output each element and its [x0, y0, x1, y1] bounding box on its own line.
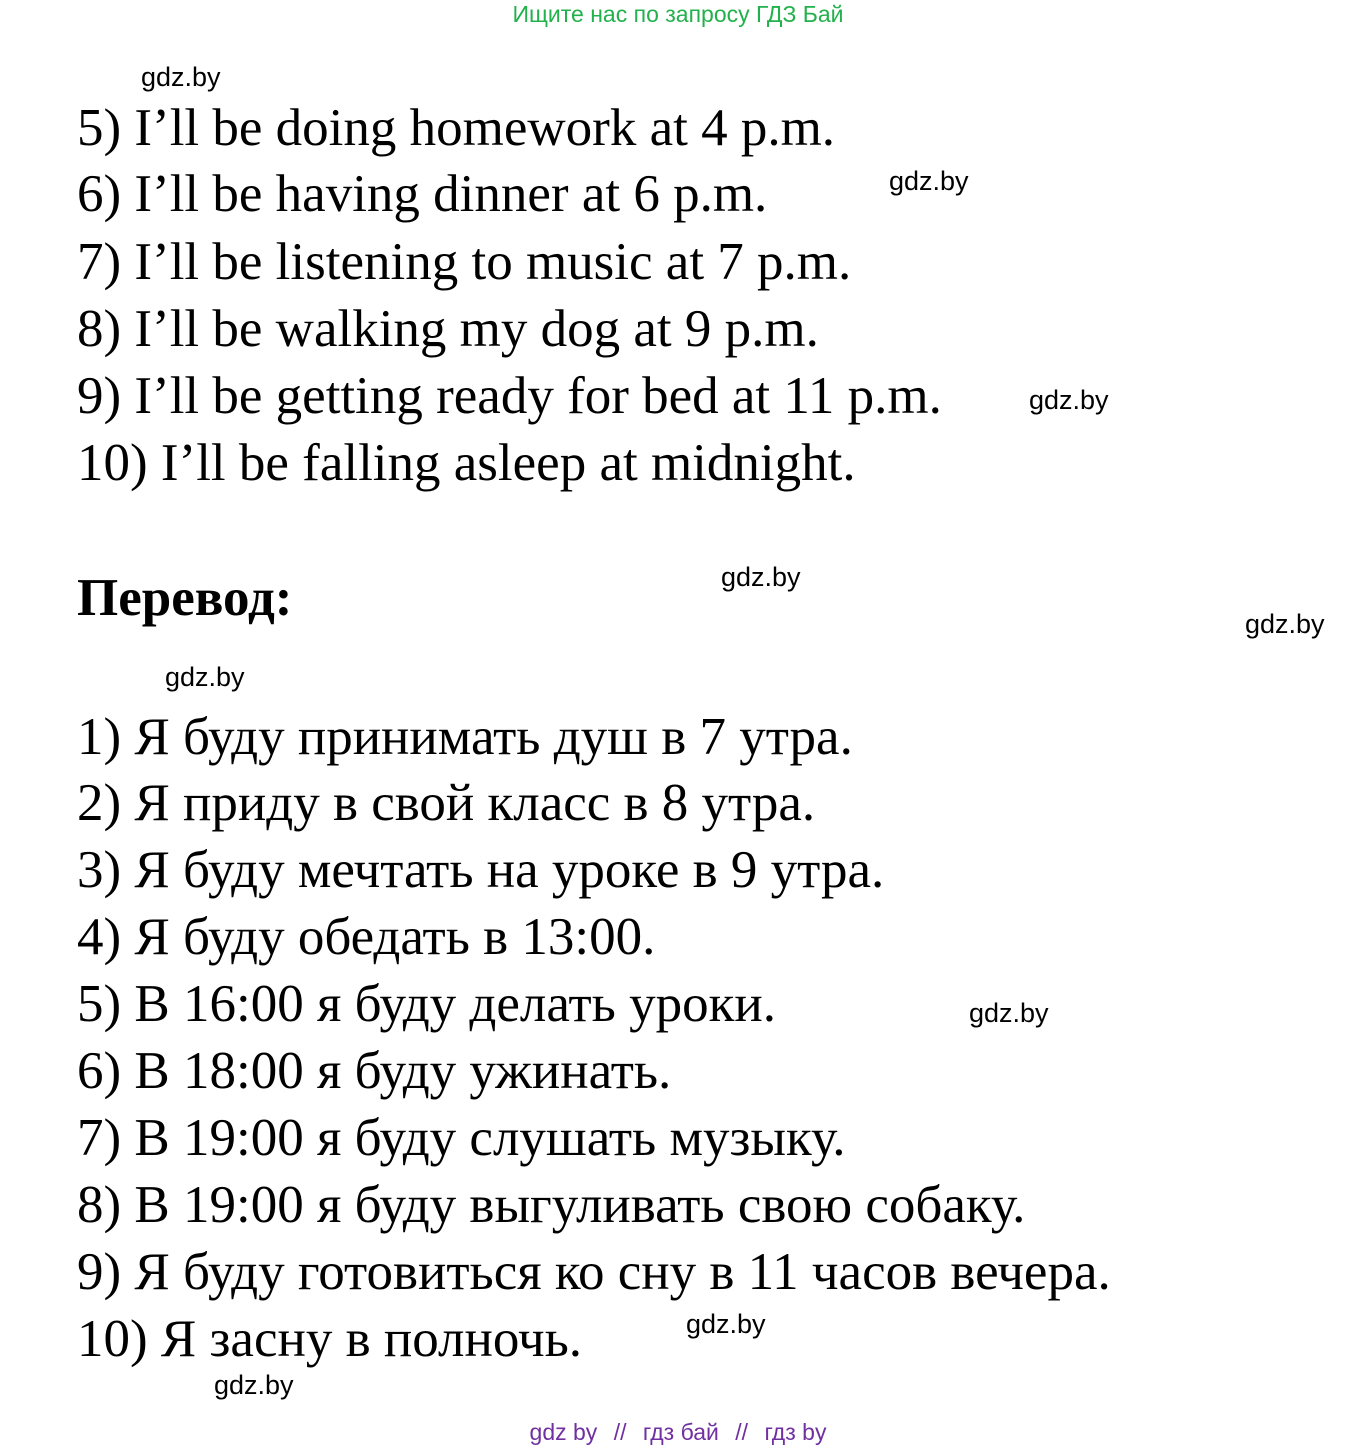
watermark: gdz.by: [165, 662, 245, 692]
english-line-7: 7) I’ll be listening to music at 7 p.m.: [77, 233, 852, 291]
footer-separator: //: [735, 1419, 749, 1445]
russian-line-7: 7) В 19:00 я буду слушать музыку.: [77, 1109, 846, 1167]
english-line-9: 9) I’ll be getting ready for bed at 11 p.m.: [77, 367, 942, 425]
watermark: gdz.by: [969, 998, 1049, 1028]
watermark: gdz.by: [721, 562, 801, 592]
english-line-10: 10) I’ll be falling asleep at midnight.: [77, 434, 856, 492]
russian-line-10: 10) Я засну в полночь.: [77, 1310, 583, 1368]
footer-link-gdz-by[interactable]: gdz by: [529, 1419, 598, 1445]
footer-links: [0, 1418, 1356, 1446]
watermark: gdz.by: [889, 166, 969, 196]
watermark: gdz.by: [141, 62, 221, 92]
russian-line-2: 2) Я приду в свой класс в 8 утра.: [77, 774, 816, 832]
russian-line-8: 8) В 19:00 я буду выгуливать свою собаку.: [77, 1176, 1026, 1234]
russian-line-6: 6) В 18:00 я буду ужинать.: [77, 1042, 672, 1100]
english-line-6: 6) I’ll be having dinner at 6 p.m.: [77, 165, 768, 223]
english-line-8: 8) I’ll be walking my dog at 9 p.m.: [77, 300, 819, 358]
russian-line-3: 3) Я буду мечтать на уроке в 9 утра.: [77, 841, 885, 899]
russian-line-5: 5) В 16:00 я буду делать уроки.: [77, 975, 776, 1033]
russian-line-1: 1) Я буду принимать душ в 7 утра.: [77, 708, 853, 766]
watermark: gdz.by: [214, 1370, 294, 1400]
footer-separator: //: [613, 1419, 627, 1445]
top-banner[interactable]: Ищите нас по запросу ГДЗ Бай: [512, 1, 844, 27]
footer-link-gdz-by-ru[interactable]: гдз by: [764, 1419, 827, 1445]
english-line-5: 5) I’ll be doing homework at 4 p.m.: [77, 99, 836, 157]
footer-link-gdz-bai[interactable]: гдз бай: [642, 1419, 719, 1445]
russian-line-4: 4) Я буду обедать в 13:00.: [77, 908, 656, 966]
watermark: gdz.by: [1245, 609, 1325, 639]
watermark: gdz.by: [686, 1309, 766, 1339]
translation-heading: Перевод:: [77, 569, 293, 627]
russian-line-9: 9) Я буду готовиться ко сну в 11 часов вечера.: [77, 1243, 1111, 1301]
watermark: gdz.by: [1029, 385, 1109, 415]
